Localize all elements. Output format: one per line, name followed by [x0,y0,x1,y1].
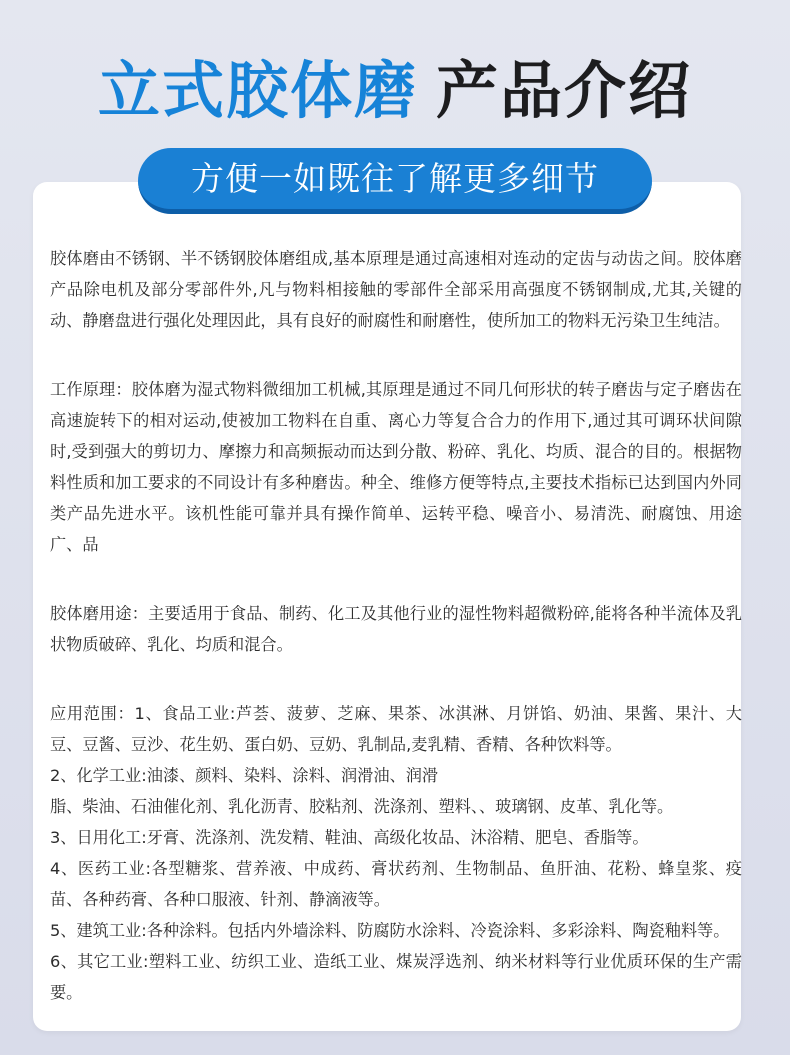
content-body [50,243,742,1008]
application-item: 2、化学工业:油漆、颜料、染料、涂料、润滑油、润滑 [50,766,439,785]
application-item: 应用范围：1、食品工业:芦荟、菠萝、芝麻、果茶、冰淇淋、月饼馅、奶油、果酱、果汁、大豆、豆酱、豆沙、花生奶、蛋白奶、豆奶、乳制品,麦乳精、香精、各种饮料等。 [50,704,742,754]
application-item: 5、建筑工业:各种涂料。包括内外墙涂料、防腐防水涂料、冷瓷涂料、多彩涂料、陶瓷釉料等。 [50,921,730,940]
page-title-product: 立式胶体磨 [97,54,418,127]
intro-paragraph: 胶体磨由不锈钢、半不锈钢胶体磨组成,基本原理是通过高速相对连动的定齿与动齿之间。胶体磨产品除电机及部分零部件外,凡与物料相接触的零部件全部采用高强度不锈钢制成,尤其,关键的动、静磨盘进行强化处理因此，具有良好的耐腐性和耐磨性，使所加工的物料无污染卫生纯洁。 [50,249,742,330]
spacer [50,660,742,698]
subtitle-banner: 方便一如既往了解更多细节 [138,148,652,214]
application-item: 3、日用化工:牙膏、洗涤剂、洗发精、鞋油、高级化妆品、沐浴精、肥皂、香脂等。 [50,828,649,847]
application-item: 脂、柴油、石油催化剂、乳化沥青、胶粘剂、洗涤剂、塑料、、玻璃钢、皮革、乳化等。 [50,797,674,816]
spacer [50,336,742,374]
page-title-intro: 产品介绍 [436,54,693,127]
spacer [50,560,742,598]
usage-paragraph: 胶体磨用途：主要适用于食品、制药、化工及其他行业的湿性物料超微粉碎,能将各种半流体及乳状物质破碎、乳化、均质和混合。 [50,604,742,654]
application-item: 6、其它工业:塑料工业、纺织工业、造纸工业、煤炭浮选剂、纳米材料等行业优质环保的生产需要。 [50,952,742,1002]
page-title [0,56,790,126]
principle-paragraph: 工作原理：胶体磨为湿式物料微细加工机械,其原理是通过不同几何形状的转子磨齿与定子磨齿在高速旋转下的相对运动,使被加工物料在自重、离心力等复合合力的作用下,通过其可调环状间隙时,受到强大的剪切力、摩擦力和高频振动而达到分散、粉碎、乳化、均质、混合的目的。根据物料性质和加工要求的不同设计有多种磨齿。种全、维修方便等特点,主要技术指标已达到国内外同类产品先进水平。该机性能可靠并具有操作简单、运转平稳、噪音小、易清洗、耐腐蚀、用途广、品 [50,380,742,554]
application-item: 4、医药工业:各型糖浆、营养液、中成药、膏状药剂、生物制品、鱼肝油、花粉、蜂皇浆、疫苗、各种药膏、各种口服液、针剂、静滴液等。 [50,859,742,909]
